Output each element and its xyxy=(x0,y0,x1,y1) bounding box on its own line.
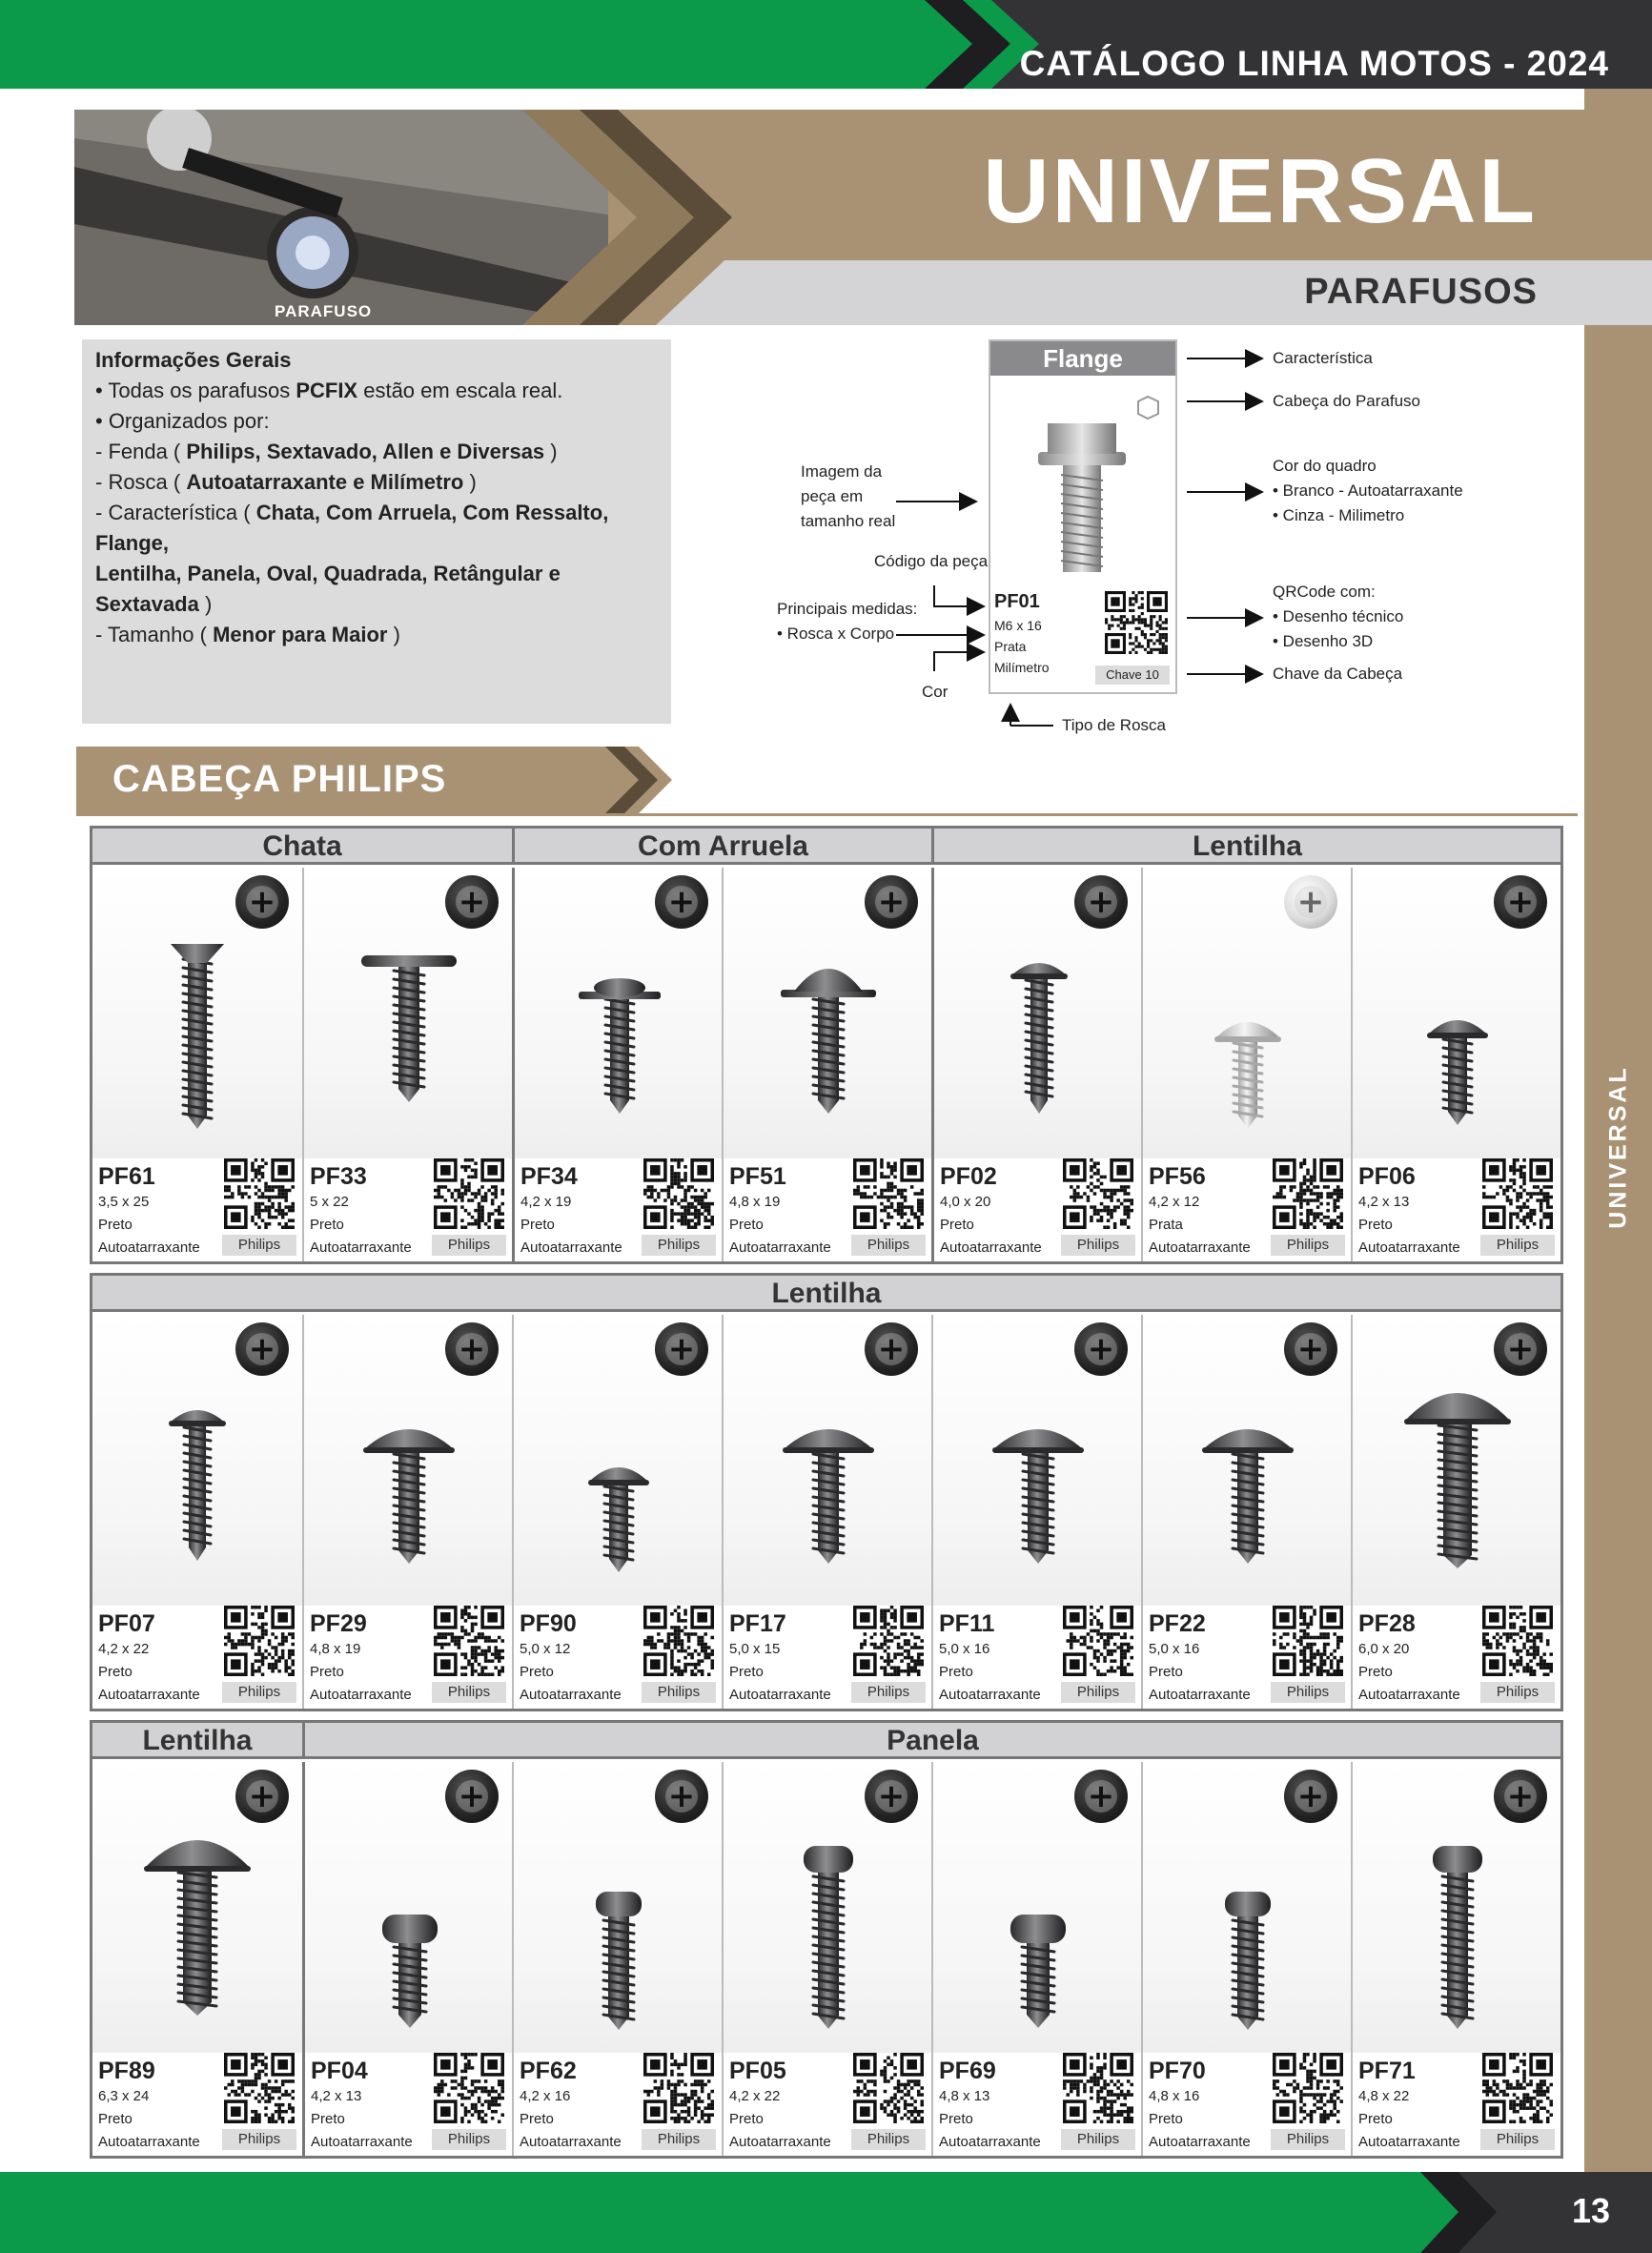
product-key-tag: Philips xyxy=(432,1682,506,1703)
philips-head-icon: + xyxy=(235,875,289,929)
top-green-band xyxy=(0,0,953,89)
product-code: PF61 xyxy=(98,1163,155,1190)
product-size: 4,2 x 22 xyxy=(729,2088,781,2104)
product-thread: Autoatarraxante xyxy=(98,1687,200,1703)
legend-key-tag: Chave 10 xyxy=(1095,666,1170,685)
info-line-text: - Rosca ( xyxy=(95,470,187,494)
info-line xyxy=(95,498,658,559)
product-card[interactable] xyxy=(1141,868,1351,1261)
group-header: Lentilha xyxy=(931,829,1560,865)
product-color: Preto xyxy=(520,1664,554,1680)
product-qr-code[interactable] xyxy=(1063,2053,1133,2123)
product-key-tag: Philips xyxy=(432,1235,506,1256)
product-card[interactable] xyxy=(512,1315,722,1709)
product-key-tag: Philips xyxy=(851,2129,926,2150)
product-size: 5,0 x 16 xyxy=(1149,1641,1200,1657)
product-code: PF34 xyxy=(520,1163,578,1190)
philips-head-icon: + xyxy=(1494,1770,1547,1823)
product-thread: Autoatarraxante xyxy=(940,1239,1042,1256)
product-key-tag: Philips xyxy=(642,1235,716,1256)
product-code: PF29 xyxy=(310,1610,367,1637)
info-line-bold: Menor para Maior xyxy=(213,623,388,646)
legend-size: M6 x 16 xyxy=(994,618,1042,633)
product-card[interactable] xyxy=(302,868,512,1261)
legend-label-caracteristica: Característica xyxy=(1273,349,1373,367)
philips-head-icon: + xyxy=(1074,875,1128,929)
product-key-tag: Philips xyxy=(1271,2129,1345,2150)
product-size: 5,0 x 15 xyxy=(729,1641,781,1657)
info-line-text: - Tamanho ( xyxy=(95,623,214,646)
group-header: Panela xyxy=(302,1723,1560,1759)
philips-head-icon: + xyxy=(1074,1322,1128,1376)
product-grid-2 xyxy=(90,1273,1563,1711)
legend-label-chave: Chave da Cabeça xyxy=(1273,665,1403,683)
product-key-tag: Philips xyxy=(1480,1682,1555,1703)
info-title: Informações Gerais xyxy=(95,348,292,372)
product-size: 4,0 x 20 xyxy=(940,1194,991,1210)
product-card[interactable] xyxy=(1351,1315,1560,1709)
info-line xyxy=(95,437,658,467)
info-line-bold: Chata, Com Arruela, Com Ressalto, Flange, xyxy=(95,501,609,555)
photo-label: PARAFUSO xyxy=(275,302,373,320)
section-divider xyxy=(76,813,1578,816)
product-card[interactable] xyxy=(1141,1762,1351,2156)
legend-label-desenho-3d: • Desenho 3D xyxy=(1273,632,1374,650)
legend-label-cinza: • Cinza - Milimetro xyxy=(1273,506,1405,524)
product-size: 5,0 x 16 xyxy=(939,1641,990,1657)
product-size: 4,2 x 22 xyxy=(98,1641,150,1657)
product-size: 3,5 x 25 xyxy=(98,1194,150,1210)
product-thread: Autoatarraxante xyxy=(939,2134,1041,2150)
product-key-tag: Philips xyxy=(1061,1682,1135,1703)
product-code: PF04 xyxy=(311,2058,368,2084)
info-line-text: ) xyxy=(463,470,477,494)
legend-label-codigo: Código da peça xyxy=(874,552,989,570)
info-line-text: • Organizados por: xyxy=(95,409,270,433)
product-size: 4,8 x 22 xyxy=(1358,2088,1410,2104)
group-header: Lentilha xyxy=(92,1276,1560,1312)
product-size: 4,8 x 13 xyxy=(939,2088,990,2104)
info-line xyxy=(95,620,658,650)
section-title: CABEÇA PHILIPS xyxy=(112,758,447,800)
info-line xyxy=(95,467,658,498)
product-size: 4,2 x 13 xyxy=(1358,1194,1410,1210)
philips-head-icon: + xyxy=(1284,1322,1337,1376)
product-thread: Autoatarraxante xyxy=(1358,1687,1460,1703)
product-thread: Autoatarraxante xyxy=(310,1239,412,1256)
product-color: Preto xyxy=(940,1217,974,1233)
product-thread: Autoatarraxante xyxy=(520,1687,622,1703)
product-color: Preto xyxy=(98,2111,133,2127)
product-size: 4,8 x 19 xyxy=(310,1641,361,1657)
product-color: Preto xyxy=(1358,1217,1393,1233)
philips-head-icon: + xyxy=(655,1770,708,1823)
product-color: Preto xyxy=(520,2111,554,2127)
product-card[interactable] xyxy=(512,1762,722,2156)
info-line-text: • Todas os parafusos xyxy=(95,379,296,402)
product-color: Preto xyxy=(520,1217,555,1233)
product-size: 4,2 x 12 xyxy=(1149,1194,1200,1210)
philips-head-icon: + xyxy=(1284,875,1337,929)
legend-label-imagem-2: peça em xyxy=(801,487,864,505)
legend-qr-code xyxy=(1105,591,1168,654)
info-line-bold: Lentilha, Panela, Oval, Quadrada, Retângular e Sextavada xyxy=(95,562,561,616)
product-key-tag: Philips xyxy=(222,1682,296,1703)
product-code: PF56 xyxy=(1149,1163,1206,1190)
product-size: 4,2 x 13 xyxy=(311,2088,362,2104)
product-code: PF69 xyxy=(939,2058,996,2084)
footer-chevron-ornament xyxy=(1373,2172,1525,2253)
product-color: Preto xyxy=(729,1664,764,1680)
product-card[interactable] xyxy=(92,1315,302,1709)
product-grid-3 xyxy=(90,1720,1563,2159)
legend-label-tipo-rosca: Tipo de Rosca xyxy=(1062,716,1166,734)
product-code: PF90 xyxy=(520,1610,577,1637)
product-color: Preto xyxy=(311,2111,345,2127)
legend-color: Prata xyxy=(994,639,1027,654)
product-code: PF02 xyxy=(940,1163,997,1190)
product-color: Preto xyxy=(939,1664,973,1680)
product-thread: Autoatarraxante xyxy=(1358,2134,1460,2150)
product-color: Preto xyxy=(1149,1664,1183,1680)
product-color: Preto xyxy=(939,2111,973,2127)
info-line-text: estão em escala real. xyxy=(357,379,563,402)
legend-label-cor-quadro: Cor do quadro xyxy=(1273,457,1377,475)
legend-label-cabeca: Cabeça do Parafuso xyxy=(1273,392,1420,410)
product-size: 5,0 x 12 xyxy=(520,1641,571,1657)
hero-title: UNIVERSAL xyxy=(983,140,1538,242)
product-qr-code[interactable] xyxy=(853,1158,924,1229)
product-qr-code[interactable] xyxy=(643,1606,714,1676)
info-line-text: ) xyxy=(198,592,213,616)
product-qr-code[interactable] xyxy=(1482,2053,1553,2123)
product-key-tag: Philips xyxy=(222,1235,296,1256)
product-size: 4,2 x 16 xyxy=(520,2088,571,2104)
philips-head-icon: + xyxy=(1074,1770,1128,1823)
product-card[interactable] xyxy=(302,1315,512,1709)
product-size: 6,3 x 24 xyxy=(98,2088,150,2104)
product-thread: Autoatarraxante xyxy=(520,2134,622,2150)
product-key-tag: Philips xyxy=(1061,2129,1135,2150)
product-code: PF07 xyxy=(98,1610,155,1637)
info-line xyxy=(95,559,658,620)
product-card[interactable] xyxy=(931,1762,1141,2156)
legend-label-imagem-3: tamanho real xyxy=(801,512,896,530)
product-card[interactable] xyxy=(302,1762,512,2156)
philips-head-icon: + xyxy=(235,1770,289,1823)
product-qr-code[interactable] xyxy=(643,1158,714,1229)
product-thread: Autoatarraxante xyxy=(98,1239,200,1256)
product-qr-code[interactable] xyxy=(224,1158,295,1229)
product-color: Preto xyxy=(310,1664,344,1680)
product-key-tag: Philips xyxy=(432,2129,506,2150)
product-qr-code[interactable] xyxy=(1063,1158,1133,1229)
product-key-tag: Philips xyxy=(1480,1235,1555,1256)
product-thread: Autoatarraxante xyxy=(1149,2134,1251,2150)
product-color: Preto xyxy=(1149,2111,1183,2127)
product-card[interactable] xyxy=(1351,868,1560,1261)
product-code: PF51 xyxy=(729,1163,786,1190)
info-lines xyxy=(95,376,658,650)
product-size: 4,8 x 19 xyxy=(729,1194,781,1210)
general-info-box xyxy=(82,339,671,724)
group-header: Com Arruela xyxy=(512,829,931,865)
legend-label-qrcode: QRCode com: xyxy=(1273,583,1376,601)
product-qr-code[interactable] xyxy=(1482,1606,1553,1676)
product-thread: Autoatarraxante xyxy=(1149,1239,1251,1256)
product-code: PF33 xyxy=(310,1163,367,1190)
philips-head-icon: + xyxy=(865,875,918,929)
product-color: Preto xyxy=(98,1664,133,1680)
legend-sample-card xyxy=(989,339,1177,694)
info-line xyxy=(95,376,658,406)
product-thread: Autoatarraxante xyxy=(939,1687,1041,1703)
bottom-bar xyxy=(0,2172,1652,2253)
product-qr-code[interactable] xyxy=(224,2053,295,2123)
product-size: 5 x 22 xyxy=(310,1194,349,1210)
side-tab-label: UNIVERSAL xyxy=(1604,1065,1631,1229)
product-qr-code[interactable] xyxy=(1482,1158,1553,1229)
philips-head-icon: + xyxy=(235,1322,289,1376)
product-qr-code[interactable] xyxy=(1273,1158,1343,1229)
philips-head-icon: + xyxy=(1494,1322,1547,1376)
product-qr-code[interactable] xyxy=(1273,2053,1343,2123)
product-code: PF17 xyxy=(729,1610,786,1637)
product-key-tag: Philips xyxy=(1271,1682,1345,1703)
catalog-title: CATÁLOGO LINHA MOTOS - 2024 xyxy=(1019,44,1609,83)
product-card[interactable] xyxy=(931,868,1141,1261)
legend-diagram xyxy=(763,339,1573,740)
legend-label-desenho-tecnico: • Desenho técnico xyxy=(1273,607,1404,625)
info-line xyxy=(95,406,658,437)
product-key-tag: Philips xyxy=(851,1682,926,1703)
product-color: Preto xyxy=(1358,1664,1393,1680)
product-key-tag: Philips xyxy=(851,1235,926,1256)
product-size: 4,8 x 16 xyxy=(1149,2088,1200,2104)
product-color: Preto xyxy=(1358,2111,1393,2127)
product-qr-code[interactable] xyxy=(853,1606,924,1676)
product-thread: Autoatarraxante xyxy=(98,2134,200,2150)
legend-label-rosca-corpo: • Rosca x Corpo xyxy=(777,625,895,643)
product-code: PF05 xyxy=(729,2058,786,2084)
legend-card-title: Flange xyxy=(990,341,1175,376)
product-key-tag: Philips xyxy=(642,2129,716,2150)
side-tab xyxy=(1584,89,1652,2172)
product-thread: Autoatarraxante xyxy=(310,1687,412,1703)
product-code: PF11 xyxy=(939,1610,995,1637)
info-line-bold: Philips, Sextavado, Allen e Diversas xyxy=(186,440,545,463)
product-color: Preto xyxy=(729,1217,764,1233)
product-card[interactable] xyxy=(722,868,931,1261)
product-card[interactable] xyxy=(722,1315,931,1709)
legend-thread: Milímetro xyxy=(994,660,1050,675)
product-thread: Autoatarraxante xyxy=(520,1239,622,1256)
product-card[interactable] xyxy=(931,1315,1141,1709)
product-code: PF89 xyxy=(98,2058,155,2084)
product-qr-code[interactable] xyxy=(224,1606,295,1676)
philips-head-icon: + xyxy=(865,1770,918,1823)
info-line-bold: Autoatarraxante e Milímetro xyxy=(186,470,464,494)
hero-banner xyxy=(74,110,1576,325)
philips-head-icon: + xyxy=(445,875,499,929)
legend-label-cor: Cor xyxy=(922,683,948,701)
product-thread: Autoatarraxante xyxy=(1149,1687,1251,1703)
product-qr-code[interactable] xyxy=(853,2053,924,2123)
philips-head-icon: + xyxy=(445,1770,499,1823)
hero-chevron-ornament xyxy=(522,110,770,325)
group-header: Chata xyxy=(92,829,512,865)
product-key-tag: Philips xyxy=(222,2129,296,2150)
product-color: Preto xyxy=(310,1217,344,1233)
product-code: PF28 xyxy=(1358,1610,1416,1637)
legend-label-imagem-1: Imagem da xyxy=(801,462,883,481)
product-qr-code[interactable] xyxy=(1273,1606,1343,1676)
info-line-text: ) xyxy=(387,623,400,646)
hero-subtitle: PARAFUSOS xyxy=(1304,272,1538,312)
product-qr-code[interactable] xyxy=(434,1606,504,1676)
product-size: 6,0 x 20 xyxy=(1358,1641,1410,1657)
product-qr-code[interactable] xyxy=(643,2053,714,2123)
info-line-text: - Característica ( xyxy=(95,501,256,524)
legend-screw-image xyxy=(990,376,1175,585)
product-card[interactable] xyxy=(1351,1762,1560,2156)
product-card[interactable] xyxy=(1141,1315,1351,1709)
section-header xyxy=(76,747,672,813)
product-code: PF71 xyxy=(1358,2058,1416,2084)
page-number: 13 xyxy=(1571,2191,1610,2230)
product-qr-code[interactable] xyxy=(434,2053,504,2123)
product-code: PF22 xyxy=(1149,1610,1206,1637)
philips-head-icon: + xyxy=(655,875,708,929)
legend-label-branco: • Branco - Autoatarraxante xyxy=(1273,481,1463,500)
product-code: PF62 xyxy=(520,2058,577,2084)
product-code: PF06 xyxy=(1358,1163,1416,1190)
top-bar xyxy=(0,0,1652,89)
product-card[interactable] xyxy=(92,868,302,1261)
product-grid-1 xyxy=(90,826,1563,1264)
info-line-text: - Fenda ( xyxy=(95,440,187,463)
philips-head-icon: + xyxy=(655,1322,708,1376)
group-header: Lentilha xyxy=(92,1723,302,1759)
philips-head-icon: + xyxy=(1494,875,1547,929)
product-thread: Autoatarraxante xyxy=(729,2134,831,2150)
product-card[interactable] xyxy=(512,868,722,1261)
product-key-tag: Philips xyxy=(1271,1235,1345,1256)
product-qr-code[interactable] xyxy=(434,1158,504,1229)
info-line-bold: PCFIX xyxy=(296,379,358,402)
product-card[interactable] xyxy=(92,1762,302,2156)
product-key-tag: Philips xyxy=(1061,1235,1135,1256)
product-color: Prata xyxy=(1149,1217,1183,1233)
product-card[interactable] xyxy=(722,1762,931,2156)
product-color: Preto xyxy=(98,1217,133,1233)
product-thread: Autoatarraxante xyxy=(1358,1239,1460,1256)
info-line-text: ) xyxy=(544,440,558,463)
product-code: PF70 xyxy=(1149,2058,1206,2084)
section-chevron-ornament xyxy=(586,747,672,813)
product-thread: Autoatarraxante xyxy=(729,1687,831,1703)
product-thread: Autoatarraxante xyxy=(729,1239,831,1256)
product-key-tag: Philips xyxy=(642,1682,716,1703)
product-size: 4,2 x 19 xyxy=(520,1194,572,1210)
product-key-tag: Philips xyxy=(1480,2129,1555,2150)
product-qr-code[interactable] xyxy=(1063,1606,1133,1676)
philips-head-icon: + xyxy=(865,1322,918,1376)
legend-label-medidas: Principais medidas: xyxy=(777,600,918,618)
product-thread: Autoatarraxante xyxy=(311,2134,413,2150)
legend-code: PF01 xyxy=(994,591,1040,612)
philips-head-icon: + xyxy=(445,1322,499,1376)
product-color: Preto xyxy=(729,2111,764,2127)
philips-head-icon: + xyxy=(1284,1770,1337,1823)
